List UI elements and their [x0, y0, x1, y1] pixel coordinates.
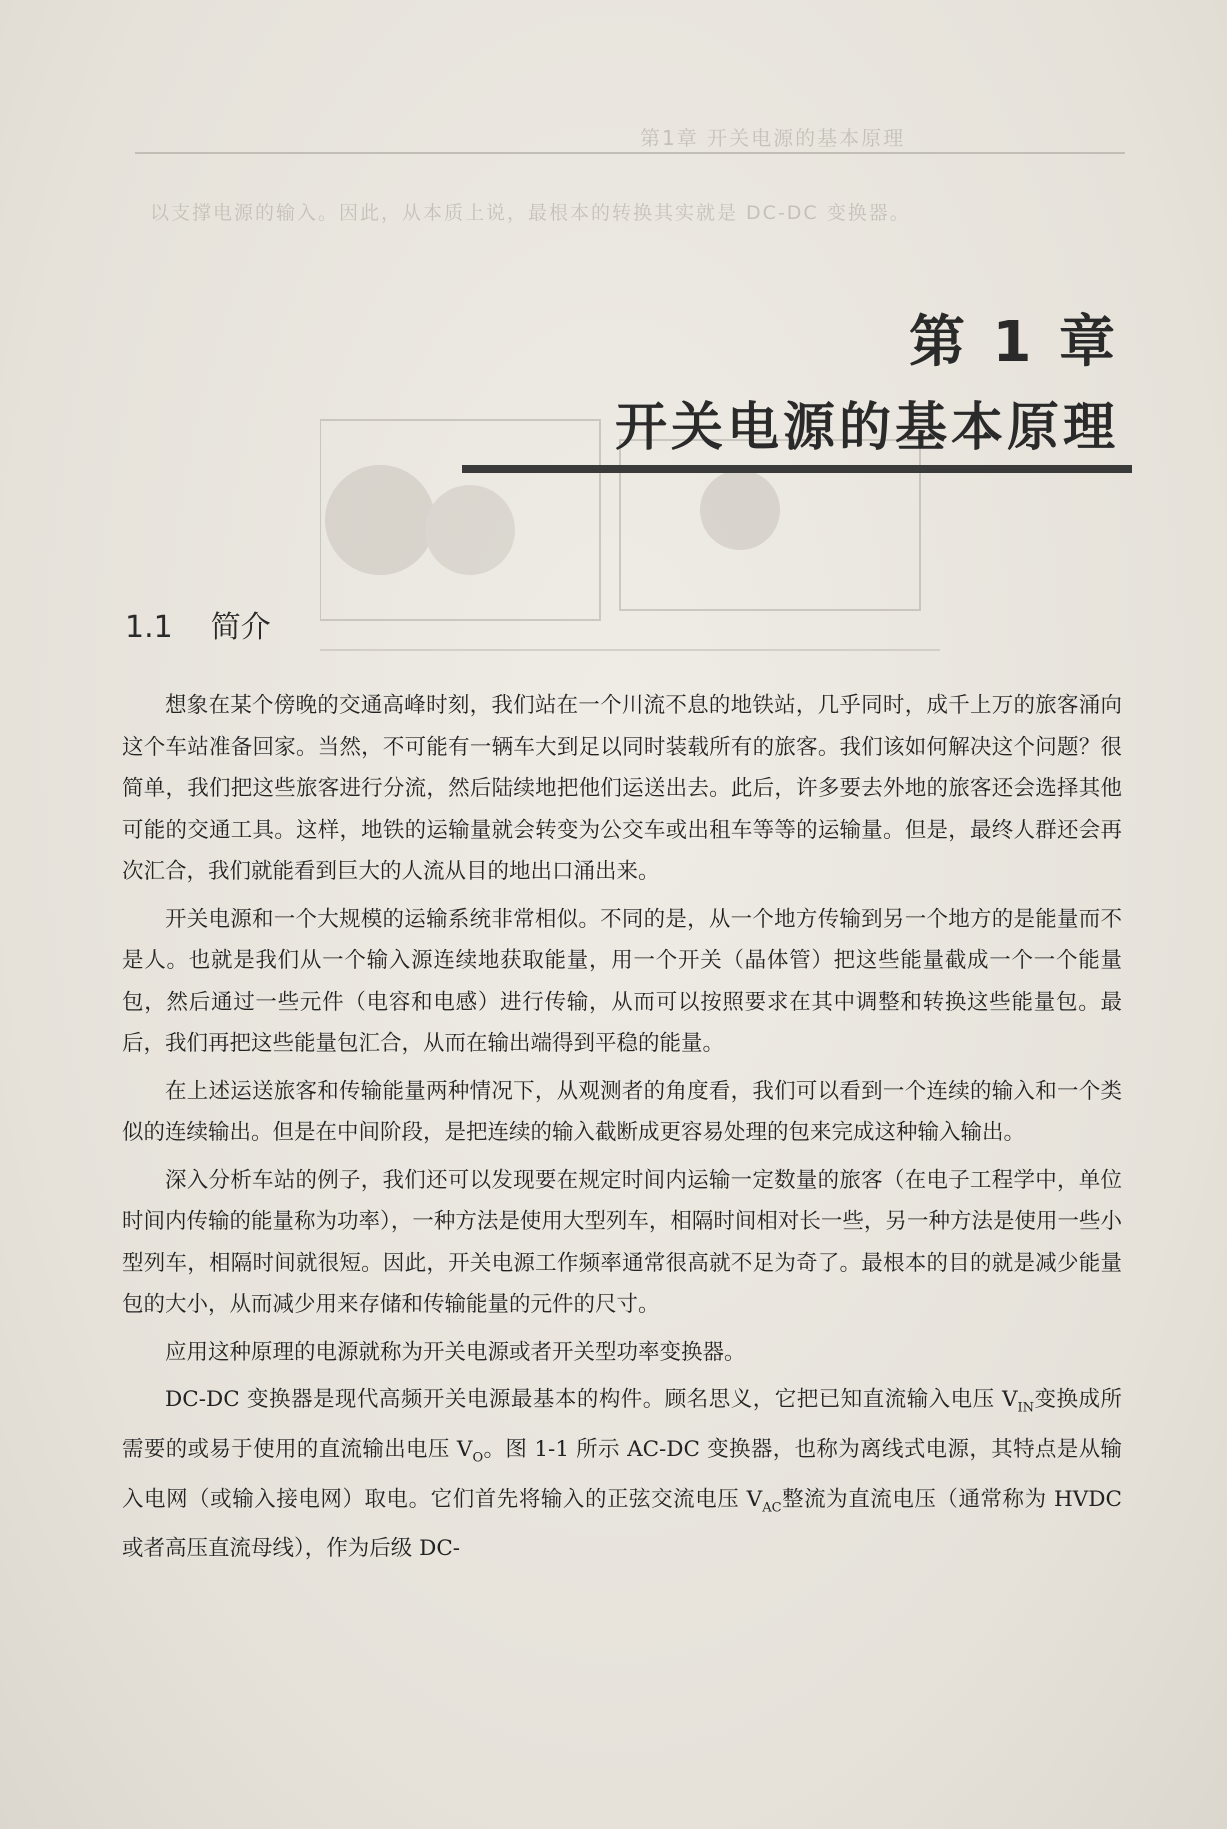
paragraph-6-part-4: 整流为直流电压（通常称为 HVDC 或者高压直流母线），作为后级 DC- [122, 1486, 1122, 1562]
bleed-through-text: 以支撑电源的输入。因此，从本质上说，最根本的转换其实就是 DC-DC 变换器。 [150, 202, 911, 224]
body-text [122, 685, 1122, 1570]
chapter-number: 第 1 章 [909, 310, 1119, 375]
subscript-in: IN [1017, 1400, 1035, 1416]
bleed-through-rule [135, 152, 1125, 154]
section-heading [125, 602, 271, 646]
paragraph-6-part-2: 变换成所需要的或易于使用的直流输出电压 V [122, 1387, 1122, 1462]
paragraph-6-part-3: 。图 1-1 所示 AC-DC 变换器，也称为离线式电源，其特点是从输入电网（或输入接电网）取电。它们首先将输入的正弦交流电压 V [122, 1436, 1122, 1512]
chapter-title: 开关电源的基本原理 [614, 398, 1119, 458]
section-title: 简介 [210, 610, 271, 645]
paragraph-1: 想象在某个傍晚的交通高峰时刻，我们站在一个川流不息的地铁站，几乎同时，成千上万的旅客涌向这个车站准备回家。当然，不可能有一辆车大到足以同时装载所有的旅客。我们该如何解决这个问题？很简单，我们把这些旅客进行分流，然后陆续地把他们运送出去。此后，许多要去外地的旅客还会选择其他可能的交通工具。这样，地铁的运输量就会转变为公交车或出租车等等的运输量。但是，最终人群还会再次汇合，我们就能看到巨大的人流从目的地出口涌出来。 [122, 693, 1122, 884]
bleed-through-header: 第1章 开关电源的基本原理 [640, 126, 906, 150]
paragraph-6 [122, 1379, 1122, 1570]
subscript-ac: AC [762, 1499, 782, 1515]
paragraph-2: 开关电源和一个大规模的运输系统非常相似。不同的是，从一个地方传输到另一个地方的是能量而不是人。也就是我们从一个输入源连续地获取能量，用一个开关（晶体管）把这些能量截成一个一个能量包，然后通过一些元件（电容和电感）进行传输，从而可以按照要求在其中调整和转换这些能量包。最后，我们再把这些能量包汇合，从而在输出端得到平稳的能量。 [122, 906, 1122, 1056]
paragraph-4: 深入分析车站的例子，我们还可以发现要在规定时间内运输一定数量的旅客（在电子工程学中，单位时间内传输的能量称为功率），一种方法是使用大型列车，相隔时间相对长一些，另一种方法是使用一些小型列车，相隔时间就很短。因此，开关电源工作频率通常很高就不足为奇了。最根本的目的就是减少能量包的大小，从而减少用来存储和传输能量的元件的尺寸。 [122, 1167, 1122, 1317]
paragraph-3: 在上述运送旅客和传输能量两种情况下，从观测者的角度看，我们可以看到一个连续的输入和一个类似的连续输出。但是在中间阶段，是把连续的输入截断成更容易处理的包来完成这种输入输出。 [122, 1078, 1122, 1145]
chapter-title-underline [462, 465, 1132, 473]
section-number: 1.1 [125, 610, 173, 645]
paragraph-6-part-1: DC-DC 变换器是现代高频开关电源最基本的构件。顾名思义，它把已知直流输入电压 V [165, 1387, 1018, 1412]
paragraph-5: 应用这种原理的电源就称为开关电源或者开关型功率变换器。 [165, 1339, 746, 1365]
subscript-o: O [472, 1450, 484, 1466]
